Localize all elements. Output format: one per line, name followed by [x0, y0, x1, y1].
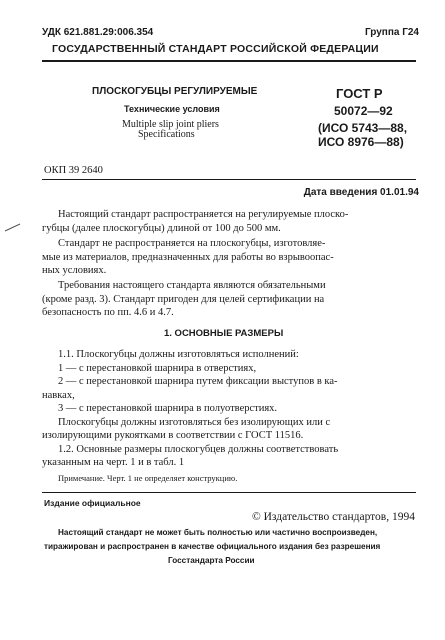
udk-code: УДК 621.881.29:006.354: [42, 27, 154, 38]
english-subtitle: Specifications: [138, 129, 195, 140]
text-line: мые из материалов, предназначенных для работы во взрывоопас-: [42, 251, 334, 263]
section-1-body: [42, 348, 420, 470]
text-line: указанным на черт. 1 и в табл. 1: [42, 457, 185, 468]
standard-title: ГОСУДАРСТВЕННЫЙ СТАНДАРТ РОССИЙСКОЙ ФЕДЕРАЦИИ: [52, 43, 379, 55]
footer-rule: [42, 492, 416, 493]
text-line: Плоскогубцы должны изготовляться без изолирующих или с: [58, 416, 331, 428]
text-line: 1 — с перестановкой шарнира в отверстиях,: [58, 362, 257, 374]
english-title: Multiple slip joint pliers: [122, 119, 219, 130]
intro-paragraph-1: [42, 208, 420, 235]
intro-paragraph-3: [42, 279, 420, 320]
okp-rule: [42, 179, 416, 180]
document-title: ПЛОСКОГУБЦЫ РЕГУЛИРУЕМЫЕ: [92, 86, 258, 97]
gost-number-label: ГОСТ Р: [336, 86, 383, 101]
text-line: Требования настоящего стандарта являются обязательными: [58, 280, 326, 291]
text-line: безопасность по пп. 4.6 и 4.7.: [42, 307, 174, 318]
text-line: губцы (далее плоскогубцы) длиной от 100 до 500 мм.: [42, 222, 281, 234]
text-line: Стандарт не распространяется на плоскогубцы, изготовляе-: [58, 238, 326, 249]
official-edition: Издание официальное: [44, 498, 141, 508]
reproduction-notice-2: тиражирован и распространен в качестве официального издания без разрешения: [44, 542, 381, 551]
reproduction-notice-1: Настоящий стандарт не может быть полностью или частично воспроизведен,: [58, 528, 378, 537]
group-code: Группа Г24: [364, 27, 419, 38]
text-line: (кроме разд. 3). Стандарт пригоден для целей сертификации на: [42, 293, 325, 305]
date-of-introduction: Дата введения 01.01.94: [303, 187, 419, 198]
iso-reference-1: (ИСО 5743—88,: [318, 121, 408, 135]
text-line: навках,: [42, 389, 75, 401]
margin-mark-icon: [4, 222, 22, 232]
reproduction-notice-3: Госстандарта России: [168, 556, 255, 565]
okp-code: ОКП 39 2640: [44, 165, 103, 176]
intro-paragraph-2: [42, 237, 420, 278]
text-line: 1.1. Плоскогубцы должны изготовляться исполнений:: [58, 349, 299, 360]
text-line: 3 — с перестановкой шарнира в полуотверстиях.: [58, 403, 278, 414]
gost-number: 50072—92: [334, 104, 393, 118]
iso-reference-2: ИСО 8976—88): [318, 135, 404, 149]
text-line: ных условиях.: [42, 265, 107, 276]
text-line: Настоящий стандарт распространяется на регулируемые плоско-: [58, 209, 349, 220]
text-line: 1.2. Основные размеры плоскогубцев должны соответствовать: [58, 443, 339, 455]
text-line: 2 — с перестановкой шарнира путем фиксации выступов в ка-: [58, 376, 338, 387]
header-rule: [42, 60, 416, 62]
document-subtitle: Технические условия: [124, 104, 220, 114]
copyright: © Издательство стандартов, 1994: [251, 511, 415, 523]
section-heading: 1. ОСНОВНЫЕ РАЗМЕРЫ: [164, 328, 284, 339]
text-line: изолирующими рукоятками в соответствии с ГОСТ 11516.: [42, 430, 304, 441]
note: Примечание. Черт. 1 не определяет конструкцию.: [58, 473, 238, 483]
